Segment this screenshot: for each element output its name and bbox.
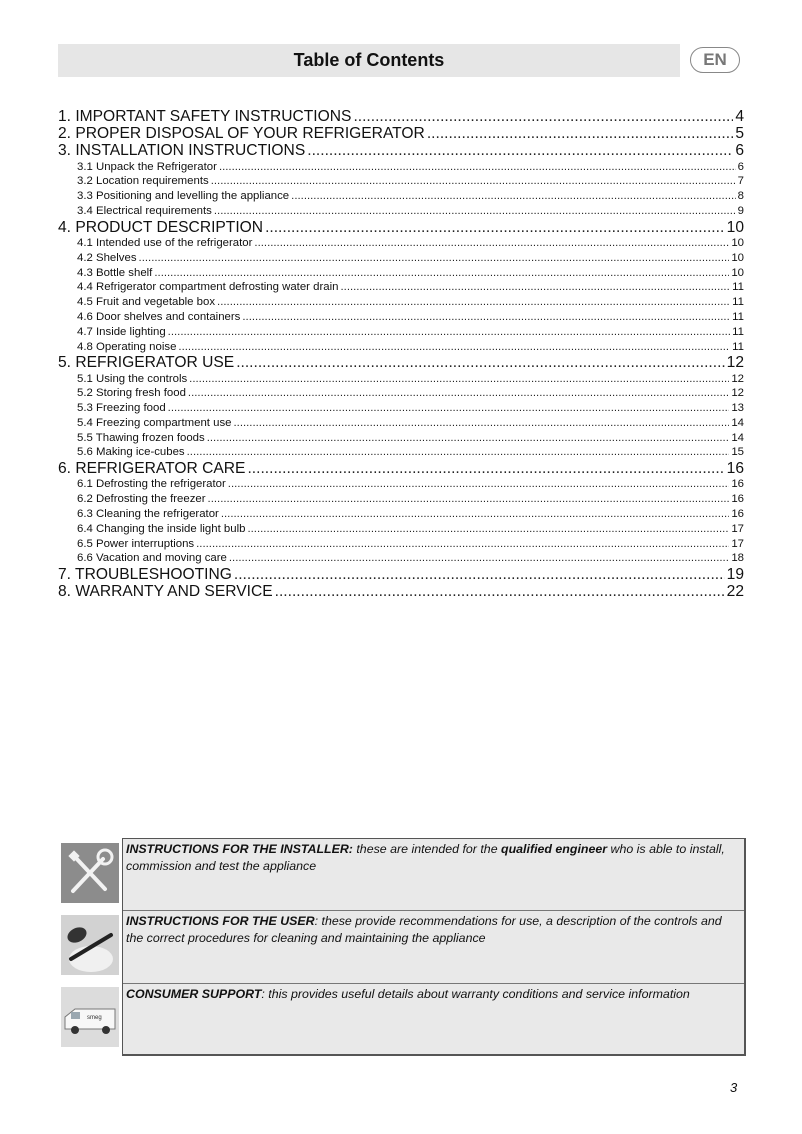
toc-entry-label: 6.2 Defrosting the freezer bbox=[77, 493, 206, 506]
toc-entry-label: 4.1 Intended use of the refrigerator bbox=[77, 236, 253, 249]
toc-entry-label: 4.3 Bottle shelf bbox=[77, 266, 153, 279]
toc-subsection bbox=[58, 340, 744, 355]
toc-subsection bbox=[58, 236, 744, 251]
toc-leader-dots bbox=[353, 108, 733, 125]
toc-leader-dots bbox=[196, 537, 729, 552]
toc-entry-page: 11 bbox=[732, 296, 744, 309]
legend-installer-text-a: these are intended for the bbox=[352, 842, 502, 856]
toc-leader-dots bbox=[247, 522, 729, 537]
toc-entry-page: 16 bbox=[731, 508, 744, 521]
toc-entry-label: 5.1 Using the controls bbox=[77, 372, 188, 385]
toc-subsection bbox=[58, 189, 744, 204]
toc-leader-dots bbox=[340, 280, 730, 295]
toc-entry-label: 4.6 Door shelves and containers bbox=[77, 310, 241, 323]
toc-entry-label: 5. REFRIGERATOR USE bbox=[58, 354, 235, 372]
toc-leader-dots bbox=[228, 477, 730, 492]
toc-leader-dots bbox=[427, 125, 733, 142]
toc-entry-label: 4. PRODUCT DESCRIPTION bbox=[58, 218, 264, 236]
toc-entry-label: 4.4 Refrigerator compartment defrosting water drain bbox=[77, 281, 339, 294]
toc-leader-dots bbox=[219, 160, 736, 175]
toc-entry-label: 6.3 Cleaning the refrigerator bbox=[77, 508, 219, 521]
toc-entry-page: 11 bbox=[732, 340, 744, 353]
toc-leader-dots bbox=[154, 266, 729, 281]
toc-entry-label: 5.2 Storing fresh food bbox=[77, 387, 186, 400]
toc-subsection bbox=[58, 401, 744, 416]
table-of-contents bbox=[58, 108, 744, 601]
legend-installer bbox=[123, 839, 744, 911]
legend-user-text: : these provide recommendations for use, a description of the controls and the correct procedures for cleaning and maintaining the appliance bbox=[126, 914, 722, 945]
legend-installer-emphasis: qualified engineer bbox=[501, 842, 608, 856]
toc-leader-dots bbox=[211, 174, 736, 189]
toc-subsection bbox=[58, 537, 744, 552]
page-title: Table of Contents bbox=[58, 44, 680, 77]
toc-subsection bbox=[58, 174, 744, 189]
toc-leader-dots bbox=[242, 310, 730, 325]
toc-leader-dots bbox=[189, 372, 729, 387]
toc-entry-label: 5.3 Freezing food bbox=[77, 402, 166, 415]
toc-entry-page: 12 bbox=[726, 354, 744, 372]
toc-entry-page: 6 bbox=[737, 160, 744, 173]
legend-support-text: : this provides useful details about warranty conditions and service information bbox=[261, 987, 690, 1001]
toc-subsection bbox=[58, 204, 744, 219]
toc-leader-dots bbox=[307, 142, 733, 159]
toc-entry-page: 15 bbox=[731, 446, 744, 459]
toc-entry-page: 13 bbox=[731, 402, 744, 415]
toc-entry-page: 9 bbox=[737, 204, 744, 217]
toc-entry-label: 4.7 Inside lighting bbox=[77, 325, 166, 338]
toc-entry-label: 7. TROUBLESHOOTING bbox=[58, 566, 232, 584]
toc-entry-page: 7 bbox=[737, 175, 744, 188]
van-logo-text: smeg bbox=[87, 1015, 102, 1021]
toc-entry-label: 3.4 Electrical requirements bbox=[77, 204, 212, 217]
toc-entry-page: 5 bbox=[735, 125, 744, 143]
toc-leader-dots bbox=[275, 583, 725, 600]
toc-leader-dots bbox=[217, 295, 730, 310]
toc-entry-page: 18 bbox=[731, 552, 744, 565]
toc-entry-page: 16 bbox=[726, 460, 744, 478]
toc-entry-page: 10 bbox=[731, 236, 744, 249]
toc-leader-dots bbox=[236, 354, 724, 371]
toc-entry-label: 4.5 Fruit and vegetable box bbox=[77, 296, 216, 309]
toc-subsection bbox=[58, 507, 744, 522]
toc-entry-label: 6.1 Defrosting the refrigerator bbox=[77, 478, 226, 491]
spoon-icon bbox=[61, 915, 119, 975]
toc-entry-label: 5.6 Making ice-cubes bbox=[77, 446, 185, 459]
toc-section bbox=[58, 354, 744, 371]
legend-installer-heading: INSTRUCTIONS FOR THE INSTALLER: bbox=[126, 842, 353, 856]
toc-leader-dots bbox=[233, 416, 729, 431]
toc-leader-dots bbox=[139, 251, 730, 266]
legend-installer-text-b: who is able to install, commission and test the appliance bbox=[126, 842, 725, 873]
toc-leader-dots bbox=[168, 325, 731, 340]
toc-entry-label: 8. WARRANTY AND SERVICE bbox=[58, 583, 273, 601]
toc-subsection bbox=[58, 477, 744, 492]
toc-entry-page: 8 bbox=[737, 190, 744, 203]
toc-subsection bbox=[58, 160, 744, 175]
toc-leader-dots bbox=[229, 551, 729, 566]
toc-subsection bbox=[58, 445, 744, 460]
toc-entry-page: 12 bbox=[731, 372, 744, 385]
toc-subsection bbox=[58, 372, 744, 387]
toc-leader-dots bbox=[178, 340, 730, 355]
toc-section bbox=[58, 108, 744, 125]
toc-entry-label: 4.8 Operating noise bbox=[77, 340, 177, 353]
toc-subsection bbox=[58, 431, 744, 446]
toc-section bbox=[58, 219, 744, 236]
toc-leader-dots bbox=[188, 386, 729, 401]
toc-entry-page: 19 bbox=[726, 566, 744, 584]
toc-subsection bbox=[58, 416, 744, 431]
toc-entry-label: 3.1 Unpack the Refrigerator bbox=[77, 160, 217, 173]
toc-entry-label: 6.4 Changing the inside light bulb bbox=[77, 522, 246, 535]
toc-section bbox=[58, 583, 744, 600]
toc-subsection bbox=[58, 280, 744, 295]
page-number: 3 bbox=[730, 1080, 738, 1095]
toc-entry-label: 2. PROPER DISPOSAL OF YOUR REFRIGERATOR bbox=[58, 125, 425, 143]
toc-entry-page: 12 bbox=[731, 387, 744, 400]
toc-subsection bbox=[58, 310, 744, 325]
toc-entry-page: 17 bbox=[731, 537, 744, 550]
toc-entry-page: 10 bbox=[731, 251, 744, 264]
toc-leader-dots bbox=[234, 566, 725, 583]
toc-leader-dots bbox=[207, 431, 730, 446]
toc-subsection bbox=[58, 251, 744, 266]
toc-entry-page: 16 bbox=[731, 493, 744, 506]
toc-entry-label: 6.6 Vacation and moving care bbox=[77, 552, 227, 565]
toc-entry-label: 5.4 Freezing compartment use bbox=[77, 416, 232, 429]
toc-leader-dots bbox=[187, 445, 730, 460]
service-van-icon bbox=[61, 987, 119, 1047]
toc-section bbox=[58, 142, 744, 159]
toc-entry-page: 10 bbox=[731, 266, 744, 279]
toc-entry-page: 4 bbox=[735, 108, 744, 125]
toc-entry-label: 5.5 Thawing frozen foods bbox=[77, 431, 205, 444]
legend-user bbox=[123, 911, 744, 984]
toc-entry-page: 11 bbox=[732, 325, 744, 338]
toc-leader-dots bbox=[214, 204, 736, 219]
toc-entry-page: 11 bbox=[732, 281, 744, 294]
toc-entry-page: 17 bbox=[731, 522, 744, 535]
toc-section bbox=[58, 460, 744, 477]
toc-entry-page: 10 bbox=[726, 218, 744, 236]
toc-entry-page: 14 bbox=[731, 431, 744, 444]
toc-leader-dots bbox=[168, 401, 730, 416]
toc-leader-dots bbox=[221, 507, 729, 522]
legend-user-heading: INSTRUCTIONS FOR THE USER bbox=[126, 914, 315, 928]
legend-support bbox=[123, 984, 744, 1055]
toc-leader-dots bbox=[265, 219, 725, 236]
toc-entry-label: 4.2 Shelves bbox=[77, 251, 137, 264]
toc-entry-label: 1. IMPORTANT SAFETY INSTRUCTIONS bbox=[58, 108, 352, 125]
toc-entry-label: 6. REFRIGERATOR CARE bbox=[58, 460, 246, 478]
toc-section bbox=[58, 125, 744, 142]
toc-subsection bbox=[58, 492, 744, 507]
toc-subsection bbox=[58, 295, 744, 310]
toc-entry-page: 22 bbox=[726, 583, 744, 601]
language-badge: EN bbox=[690, 47, 740, 73]
toc-entry-page: 14 bbox=[731, 416, 744, 429]
toc-subsection bbox=[58, 325, 744, 340]
toc-entry-page: 16 bbox=[731, 478, 744, 491]
toc-leader-dots bbox=[254, 236, 729, 251]
toc-section bbox=[58, 566, 744, 583]
legend-support-heading: CONSUMER SUPPORT bbox=[126, 987, 262, 1001]
toc-entry-label: 3.2 Location requirements bbox=[77, 175, 209, 188]
toc-subsection bbox=[58, 266, 744, 281]
toc-entry-label: 3. INSTALLATION INSTRUCTIONS bbox=[58, 142, 306, 160]
toc-entry-label: 6.5 Power interruptions bbox=[77, 537, 195, 550]
tools-icon bbox=[61, 843, 119, 903]
toc-leader-dots bbox=[208, 492, 730, 507]
toc-entry-label: 3.3 Positioning and levelling the appliance bbox=[77, 190, 290, 203]
toc-entry-page: 6 bbox=[735, 142, 744, 160]
legend-box bbox=[122, 838, 746, 1056]
toc-leader-dots bbox=[247, 460, 724, 477]
toc-subsection bbox=[58, 551, 744, 566]
toc-entry-page: 11 bbox=[732, 310, 744, 323]
toc-subsection bbox=[58, 522, 744, 537]
toc-subsection bbox=[58, 386, 744, 401]
toc-leader-dots bbox=[291, 189, 736, 204]
